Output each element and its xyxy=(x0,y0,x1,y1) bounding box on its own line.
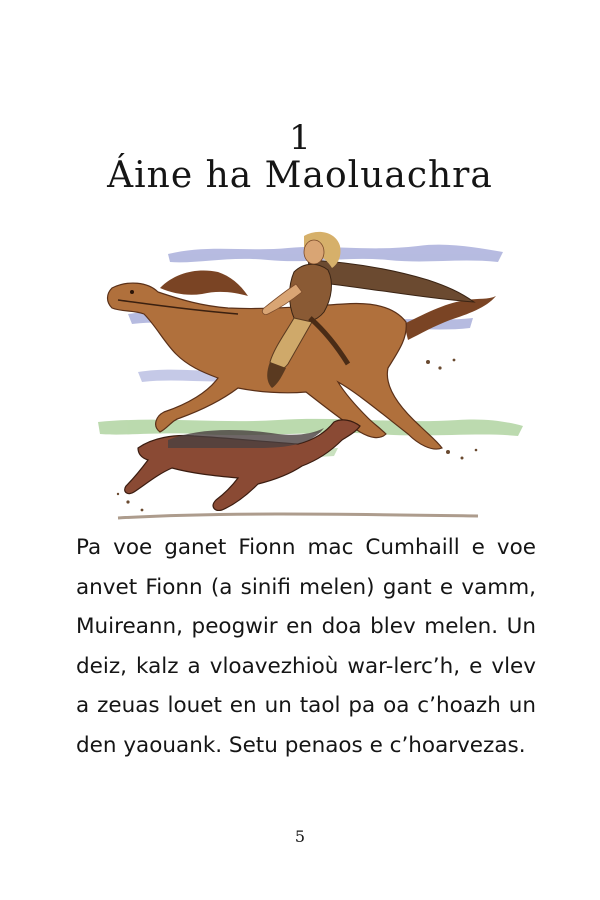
horse-tail xyxy=(404,296,496,340)
chapter-title: Áine ha Maoluachra xyxy=(107,155,493,196)
rider-head xyxy=(304,240,324,264)
horse-mane xyxy=(160,271,248,296)
horse-eye xyxy=(130,290,134,294)
rider-horse-illustration xyxy=(98,222,538,526)
chapter-number: 1 xyxy=(289,118,311,158)
ground-line xyxy=(118,514,478,518)
page-number: 5 xyxy=(294,827,306,846)
body-paragraph: Pa voe ganet Fionn mac Cumhaill e voe anvet Fionn (a sinifi melen) gant e vamm, Muireann, peogwir en doa blev melen. Un deiz, kalz a vloavezhioù war-lerc’h, e vlev a zeuas louet en un taol pa oa c’hoazh un den yaouank. Setu penaos e c’hoarvezas. xyxy=(76,535,536,758)
